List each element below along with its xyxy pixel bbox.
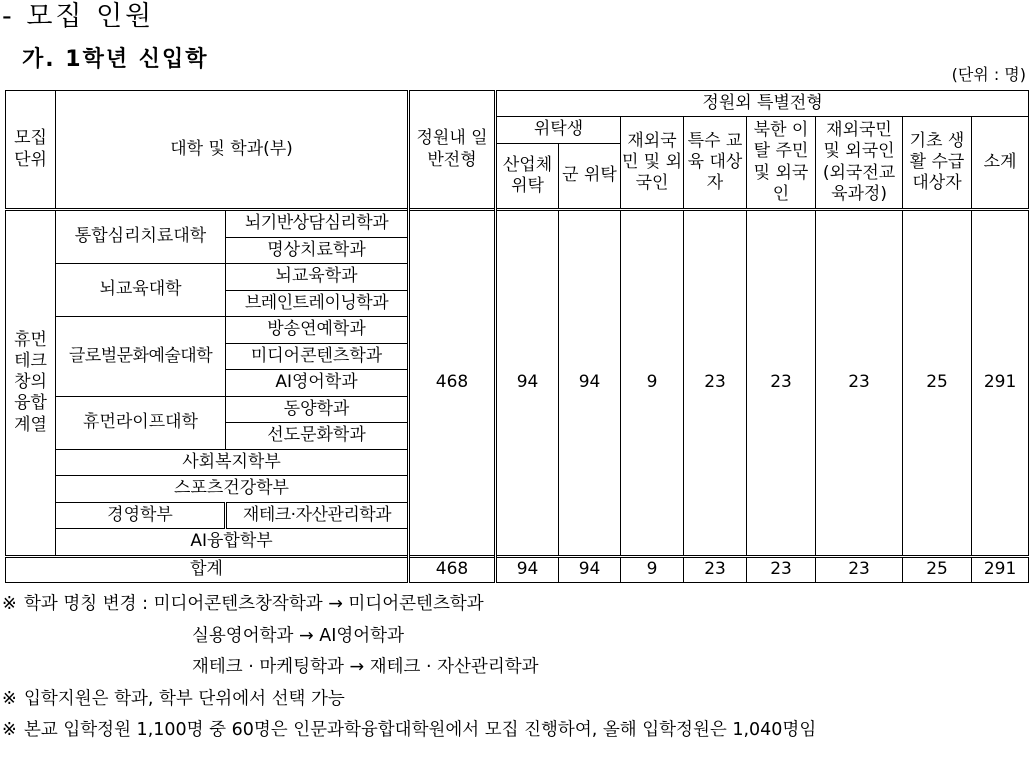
unit-name: 휴먼테크창의융합계열: [6, 210, 56, 557]
total-subtotal: 291: [972, 556, 1029, 582]
rename-item: 재테크 · 마케팅학과 → 재테크 · 자산관리학과: [192, 657, 539, 677]
note-application: [2, 685, 345, 710]
header-regular: 정원내 일반전형: [409, 91, 496, 210]
header-industry: 산업체 위탁: [496, 144, 559, 210]
value-overseas: 9: [621, 210, 684, 557]
department-cell: 경영학부: [56, 502, 226, 529]
header-basic-living: 기초 생활 수급 대상자: [903, 117, 972, 210]
value-basic-living: 25: [903, 210, 972, 557]
department-cell: 재테크·자산관리학과: [226, 502, 409, 529]
value-industry: 94: [496, 210, 559, 557]
department-cell: 방송연예학과: [226, 317, 409, 344]
total-overseas-foreign: 23: [816, 556, 903, 582]
note-text: 본교 입학정원 1,100명 중 60명은 인문과학융합대학원에서 모집 진행하여, 올해 입학정원은 1,040명임: [24, 720, 817, 740]
value-military: 94: [559, 210, 621, 557]
total-regular: 468: [409, 556, 496, 582]
department-cell: 뇌교육학과: [226, 264, 409, 291]
admission-quota-table: [5, 90, 1029, 583]
department-cell: 미디어콘텐츠학과: [226, 343, 409, 370]
header-college-dept: 대학 및 학과(부): [56, 91, 409, 210]
section-heading: - 모집 인원: [2, 1, 155, 32]
department-cell: 동양학과: [226, 396, 409, 423]
total-special-ed: 23: [684, 556, 747, 582]
value-special-ed: 23: [684, 210, 747, 557]
total-basic-living: 25: [903, 556, 972, 582]
total-industry: 94: [496, 556, 559, 582]
value-regular: 468: [409, 210, 496, 557]
department-cell: 스포츠건강학부: [56, 476, 409, 503]
total-label: 합계: [6, 556, 409, 582]
note-rename: [2, 590, 484, 615]
college-cell: 휴먼라이프대학: [56, 396, 226, 449]
header-entrusted-group: 위탁생: [496, 117, 621, 144]
header-special-ed: 특수 교육 대상자: [684, 117, 747, 210]
subsection-heading: 가. 1학년 신입학: [22, 47, 209, 72]
department-cell: 사회복지학부: [56, 449, 409, 476]
unit-note: (단위 : 명): [951, 65, 1026, 84]
header-subtotal: 소계: [972, 117, 1029, 210]
rename-item: 미디어콘텐츠창작학과 → 미디어콘텐츠학과: [153, 594, 484, 614]
header-special-group: 정원외 특별전형: [496, 91, 1029, 117]
value-subtotal: 291: [972, 210, 1029, 557]
note-text: 입학지원은 학과, 학부 단위에서 선택 가능: [24, 689, 345, 709]
department-cell: AI영어학과: [226, 370, 409, 397]
total-military: 94: [559, 556, 621, 582]
college-cell: 뇌교육대학: [56, 264, 226, 317]
value-north-korea: 23: [747, 210, 816, 557]
total-overseas: 9: [621, 556, 684, 582]
header-unit: 모집 단위: [6, 91, 56, 210]
rename-item: 실용영어학과 → AI영어학과: [192, 626, 404, 646]
note-mark: ※: [2, 689, 17, 709]
header-overseas-foreign: 재외국민 및 외국인 (외국전교육과정): [816, 117, 903, 210]
rename-title: 학과 명칭 변경 :: [24, 594, 149, 614]
department-cell: 명상치료학과: [226, 237, 409, 264]
note-quota: [2, 716, 816, 741]
header-military: 군 위탁: [559, 144, 621, 210]
note-mark: ※: [2, 594, 17, 614]
value-overseas-foreign: 23: [816, 210, 903, 557]
department-cell: 뇌기반상담심리학과: [226, 210, 409, 238]
college-cell: 글로벌문화예술대학: [56, 317, 226, 397]
header-overseas: 재외국민 및 외국인: [621, 117, 684, 210]
department-cell: AI융합학부: [56, 529, 409, 557]
total-north-korea: 23: [747, 556, 816, 582]
department-cell: 선도문화학과: [226, 423, 409, 450]
note-mark: ※: [2, 720, 17, 740]
college-cell: 통합심리치료대학: [56, 210, 226, 264]
department-cell: 브레인트레이닝학과: [226, 290, 409, 317]
header-north-korea: 북한 이탈 주민 및 외국인: [747, 117, 816, 210]
